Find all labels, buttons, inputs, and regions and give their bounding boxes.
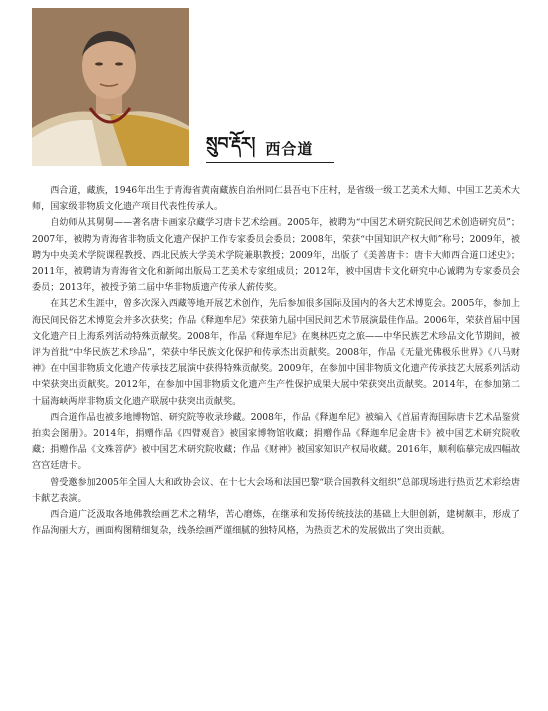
bio-paragraph: 西合道作品也被多地博物馆、研究院等收录珍藏。2008年，作品《释迦牟尼》被编入《首届青海国际唐卡艺术品鉴赏拍卖会图册》。2014年，捐赠作品《四臂观音》被国家博物馆收藏；捐赠作品《释迦牟尼金唐卡》被中国艺术研究院收藏；捐赠作品《文殊菩萨》被中国艺术研究院收藏；作品《财神》被国家知识产权局收藏。2016年，顺利临摹完成四幅故宫宫廷唐卡。 xyxy=(32,412,520,472)
bio-paragraph: 西合道，藏族，1946年出生于青海省黄南藏族自治州同仁县吾屯下庄村，是省级一级工艺美术大师、中国工艺美术大师，国家级非物质文化遗产项目代表性传承人。 xyxy=(32,186,520,213)
bio-paragraph: 自幼师从其舅舅——著名唐卡画家尕藏学习唐卡艺术绘画。2005年，被聘为“中国艺术研究院民间艺术创造研究员”；2007年，被聘为青海省非物质文化遗产保护工作专家委员会委员；2008年，荣获“中国知识产权大师”称号；2009年，被聘为中央美术学院课程教授、西北民族大学美术学院兼职教授；2009年，出版了《美善唐卡：唐卡大师西合道口述史》；2011年，被聘请为青海省文化和新闻出版局工艺美术专家组成员；2012年，被中国唐卡文化研究中心诚聘为专家委员会委员；2013年，被授予第二届中华非物质遗产传承人薪传奖。 xyxy=(32,218,520,294)
name-tibetan: སྲུབ་རྡོར། xyxy=(206,134,256,154)
bio-paragraph: 曾受邀参加2005年全国人大和政协会议、在十七大会场和法国巴黎“联合国教科文组织”总部现场进行热贡艺术彩绘唐卡献艺表演。 xyxy=(32,477,520,504)
portrait-photo xyxy=(32,8,189,166)
name-underline xyxy=(206,162,334,163)
portrait-illustration xyxy=(32,8,189,166)
name-chinese: 西合道 xyxy=(265,139,314,158)
biography xyxy=(32,183,520,539)
bio-paragraph: 在其艺术生涯中，曾多次深入西藏等地开展艺术创作，先后参加很多国际及国内的各大艺术博览会。2005年，参加上海民间民俗艺术博览会并多次获奖；作品《释迦牟尼》荣获第九届中国民间艺术节展演最佳作品。2006年，荣获首届中国文化遗产日上海系列活动特殊贡献奖。2008年，作品《释迦牟尼》在奥林匹克之旅——中华民族艺术珍品文化节期间，被评为首批“中华民族艺术珍品”，荣获中华民族文化保护和传承杰出贡献奖。2008年，作品《无量光佛极乐世界》《八马财神》在中国非物质文化遗产传承技艺展演中获得特殊贡献奖。2009年，在参加中国非物质文化遗产传承技艺大展系列活动中荣获突出贡献奖。2012年，在参加中国非物质文化遗产生产性保护成果大展中荣获突出贡献奖。2014年，在参加第二十届海峡两岸非物质文化遗产联展中获突出贡献奖。 xyxy=(32,299,520,407)
name-heading xyxy=(206,133,313,163)
bio-paragraph: 西合道广泛汲取各地佛教绘画艺术之精华，苦心磨炼，在继承和发扬传统技法的基础上大胆创新，建树颇丰，形成了作品洵丽大方，画面构图精细复杂，线条绘画严谨细腻的独特风格，为热贡艺术的发展做出了突出贡献。 xyxy=(32,510,520,537)
